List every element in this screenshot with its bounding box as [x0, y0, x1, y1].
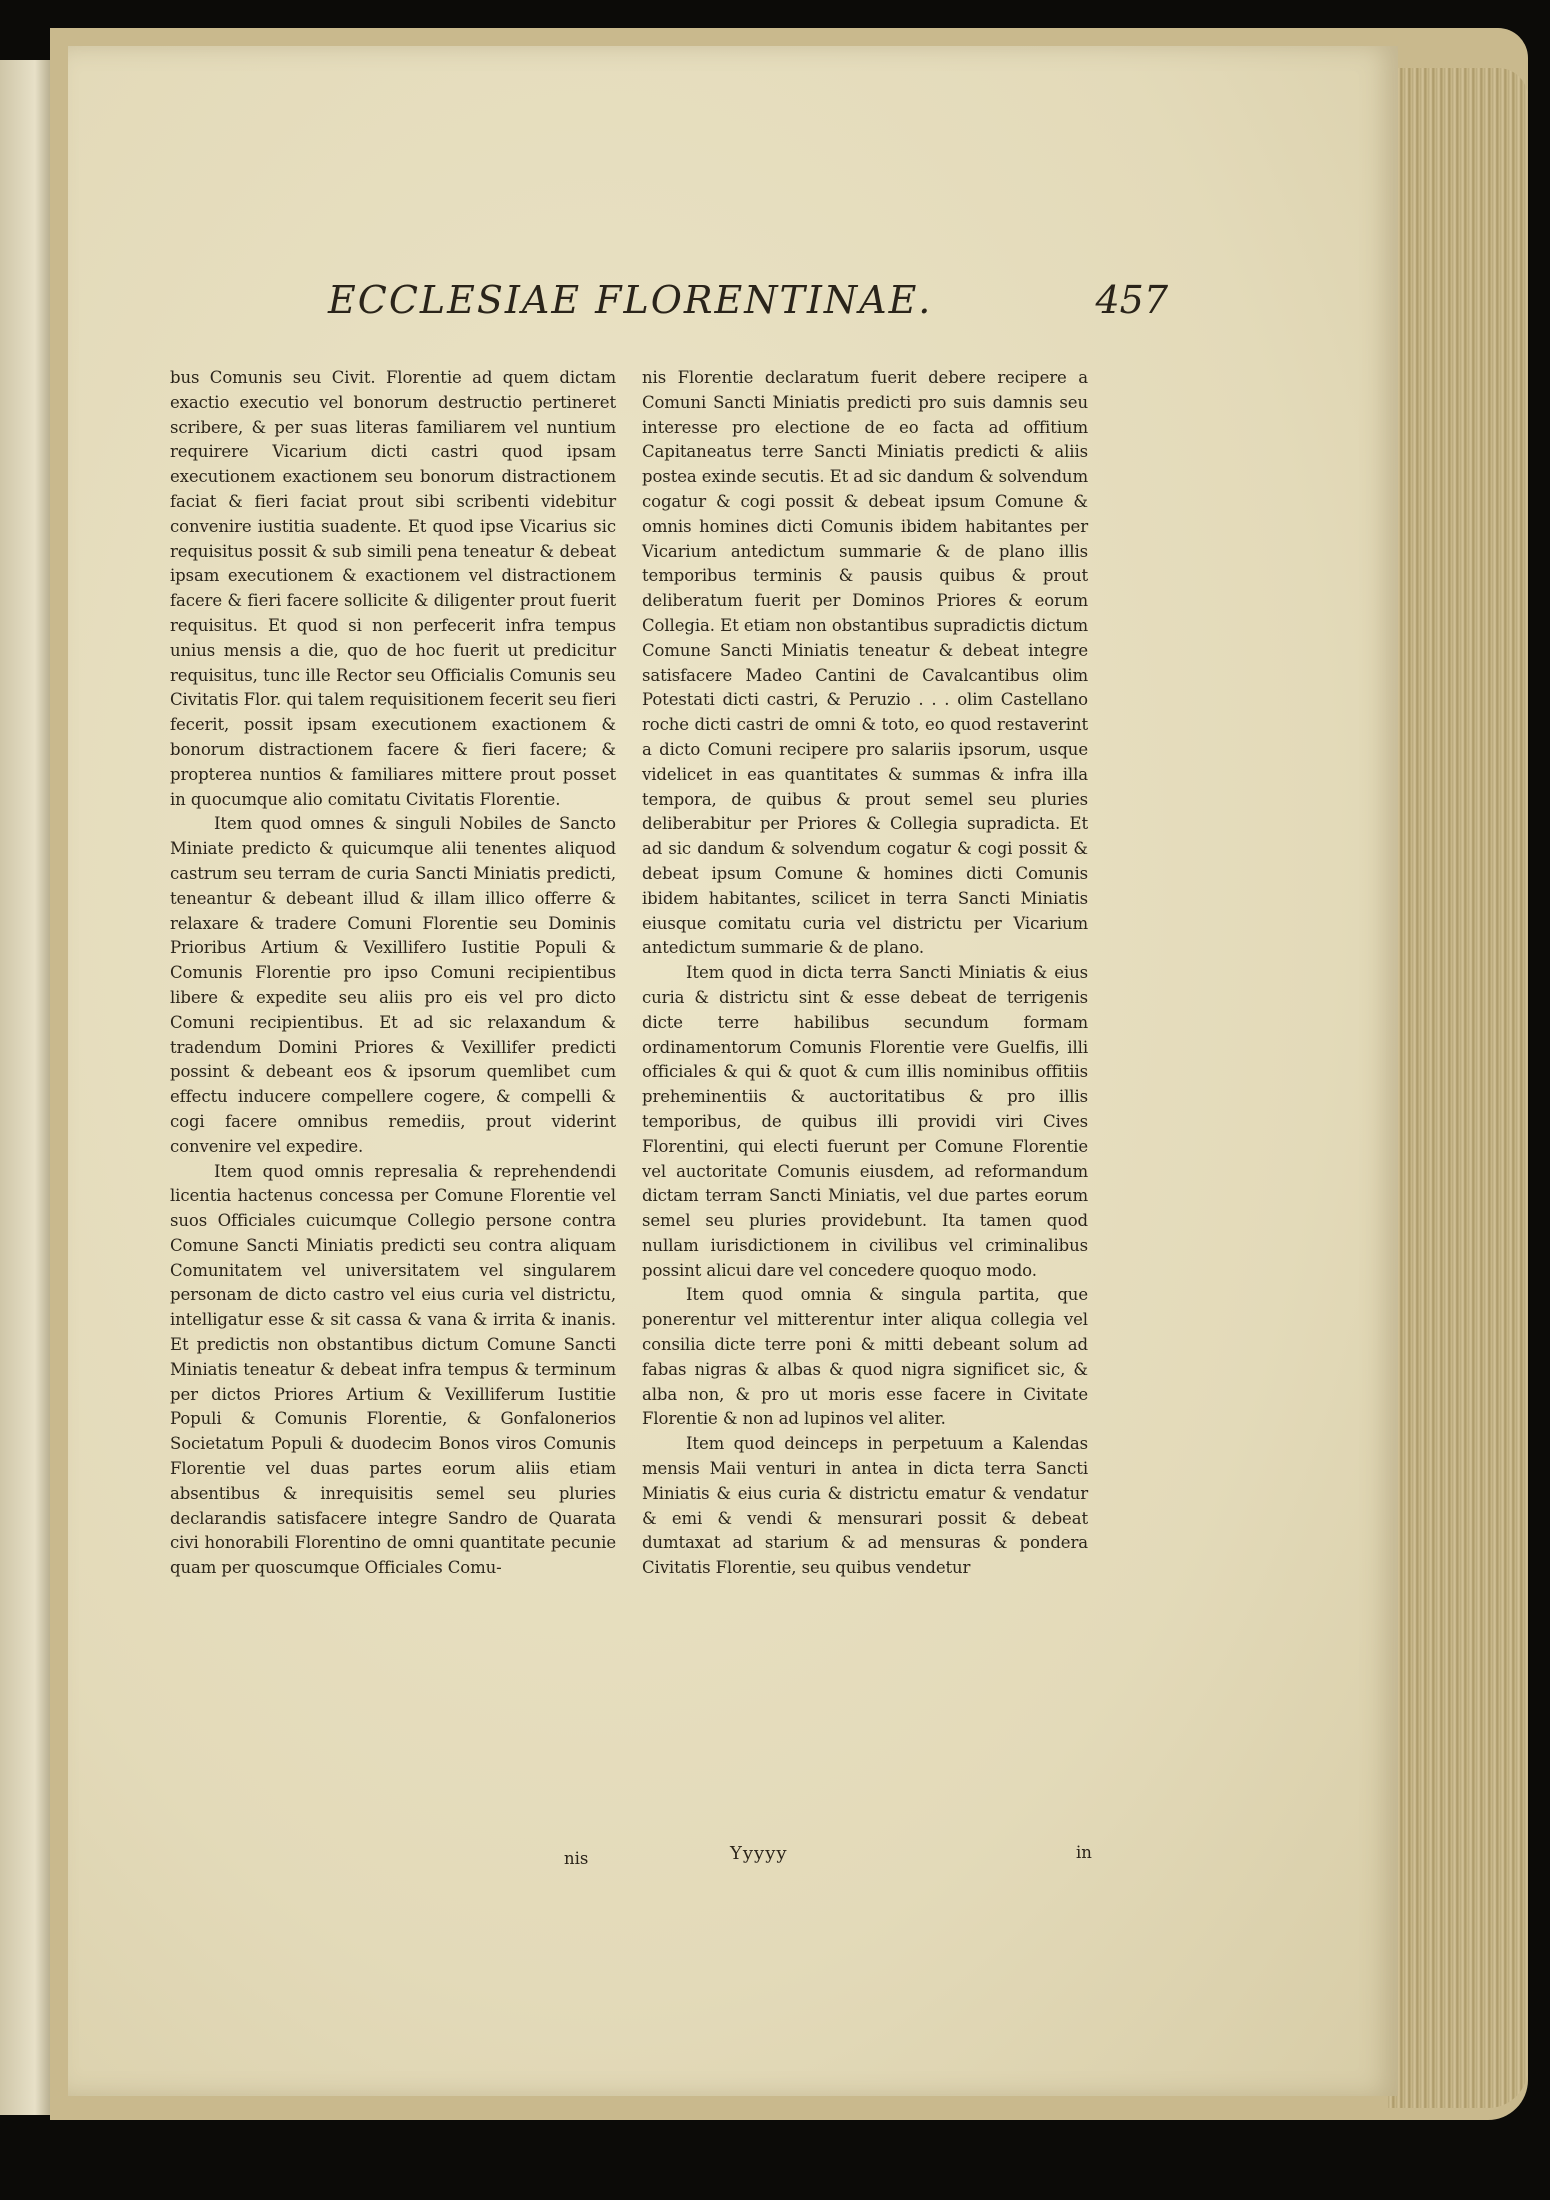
page-edges	[1388, 68, 1528, 2108]
left-column	[170, 366, 616, 1581]
book-block	[50, 28, 1528, 2120]
right-paragraph-3: Item quod omnia & singula partita, que ponerentur vel mitterentur inter aliqua collegia vel consilia dicte terre poni & mitti debeant solum ad fabas nigras & albas & quod nigra significet sic, & alba non, & pro ut moris esse facere in Civitate Florentie & non ad lupinos vel aliter.	[642, 1285, 1088, 1429]
signature-mark: Yyyyy	[730, 1843, 788, 1864]
running-head-title: ECCLESIAE FLORENTINAE.	[328, 278, 933, 322]
left-paragraph-2: Item quod omnes & singuli Nobiles de Sancto Miniate predicto & quicumque alii tenentes aliquod castrum seu terram de curia Sancti Miniatis predicti, teneantur & debeant illud & illam illico offerre & relaxare & tradere Comuni Florentie seu Dominis Prioribus Artium & Vexillifero Iustitie Populi & Comunis Florentie pro ipso Comuni recipientibus libere & expedite seu aliis pro eis vel pro dicto Comuni recipientibus. Et ad sic relaxandum & tradendum Domini Priores & Vexillifer predicti possint & debeant eos & ipsorum quemlibet cum effectu inducere compellere cogere, & compelli & cogi facere omnibus remediis, prout viderint convenire vel expedire.	[170, 814, 616, 1156]
left-paragraph-1: bus Comunis seu Civit. Florentie ad quem dictam exactio executio vel bonorum destructio pertineret scribere, & per suas literas familiarem vel nuntium requirere Vicarium dicti castri quod ipsam executionem exactionem seu bonorum distractionem faciat & fieri faciat prout sibi scribenti videbitur convenire iustitia suadente. Et quod ipse Vicarius sic requisitus possit & sub simili pena teneatur & debeat ipsam executionem & exactionem vel distractionem facere & fieri facere sollicite & diligenter prout fuerit requisitus. Et quod si non perfecerit infra tempus unius mensis a die, quo de hoc fuerit ut predicitur requisitus, tunc ille Rector seu Officialis Comunis seu Civitatis Flor. qui talem requisitionem fecerit seu fieri fecerit, possit ipsam executionem exactionem & bonorum distractionem facere & fieri facere; & propterea nuntios & familiares mittere prout posset in quocumque alio comitatu Civitatis Florentie.	[170, 368, 616, 809]
book-page	[68, 46, 1398, 2096]
running-head	[328, 278, 1168, 338]
right-paragraph-2: Item quod in dicta terra Sancti Miniatis & eius curia & districtu sint & esse debeat de terrigenis dicte terre habilibus secundum formam ordinamentorum Comunis Florentie vere Guelfis, illi officiales & qui & quot & cum illis nominibus offitiis preheminentiis & auctoritatibus & pro illis temporibus, de quibus illi providi viri Cives Florentini, qui electi fuerunt per Comune Florentie vel auctoritate Comunis eiusdem, ad reformandum dictam terram Sancti Miniatis, vel due partes eorum semel seu pluries providebunt. Ita tamen quod nullam iurisdictionem in civilibus vel criminalibus possint alicui dare vel concedere quoquo modo.	[642, 963, 1088, 1280]
right-column	[642, 366, 1088, 1581]
right-paragraph-4: Item quod deinceps in perpetuum a Kalendas mensis Maii venturi in antea in dicta terra Sancti Miniatis & eius curia & districtu ematur & vendatur & emi & vendi & mensurari possit & debeat dumtaxat ad starium & ad mensuras & pondera Civitatis Florentie, seu quibus vendetur	[642, 1434, 1088, 1578]
page-number: 457	[1095, 278, 1168, 322]
left-catchword: nis	[564, 1849, 589, 1868]
left-paragraph-3: Item quod omnis represalia & reprehendendi licentia hactenus concessa per Comune Florentie vel suos Officiales cuicumque Collegio persone contra Comune Sancti Miniatis predicti seu contra aliquam Comunitatem vel universitatem vel singularem personam de dicto castro vel eius curia vel districtu, intelligatur esse & sit cassa & vana & irrita & inanis. Et predictis non obstantibus dictum Comune Sancti Miniatis teneatur & debeat infra tempus & terminum per dictos Priores Artium & Vexilliferum Iustitie Populi & Comunis Florentie, & Gonfalonerios Societatum Populi & duodecim Bonos viros Comunis Florentie vel duas partes eorum aliis etiam absentibus & inrequisitis semel seu pluries declarandis satisfacere integre Sandro de Quarata civi honorabili Florentino de omni quantitate pecunie quam per quoscumque Officiales Comu-	[170, 1161, 616, 1578]
right-catchword: in	[1076, 1843, 1092, 1862]
right-paragraph-1: nis Florentie declaratum fuerit debere recipere a Comuni Sancti Miniatis predicti pro suis damnis seu interesse pro electione de eo facta ad offitium Capitaneatus terre Sancti Miniatis predicti & aliis postea exinde secutis. Et ad sic dandum & solvendum cogatur & cogi possit & debeat ipsum Comune & omnis homines dicti Comunis ibidem habitantes per Vicarium antedictum summarie & de plano illis temporibus terminis & pausis quibus & prout deliberatum fuerit per Dominos Priores & eorum Collegia. Et etiam non obstantibus supradictis dictum Comune Sancti Miniatis teneatur & debeat integre satisfacere Madeo Cantini de Cavalcantibus olim Potestati dicti castri, & Peruzio . . . olim Castellano roche dicti castri de omni & toto, eo quod restaverint a dicto Comuni recipere pro salariis ipsorum, usque videlicet in eas quantitates & summas & infra illa tempora, de quibus & prout semel seu pluries deliberabitur per Priores & Collegia supradicta. Et ad sic dandum & solvendum cogatur & cogi possit & debeat ipsum Comune & homines dicti Comunis ibidem habitantes, scilicet in terra Sancti Miniatis eiusque comitatu curia vel districtu per Vicarium antedictum summarie & de plano.	[642, 368, 1088, 958]
previous-page-edge	[0, 60, 50, 2115]
